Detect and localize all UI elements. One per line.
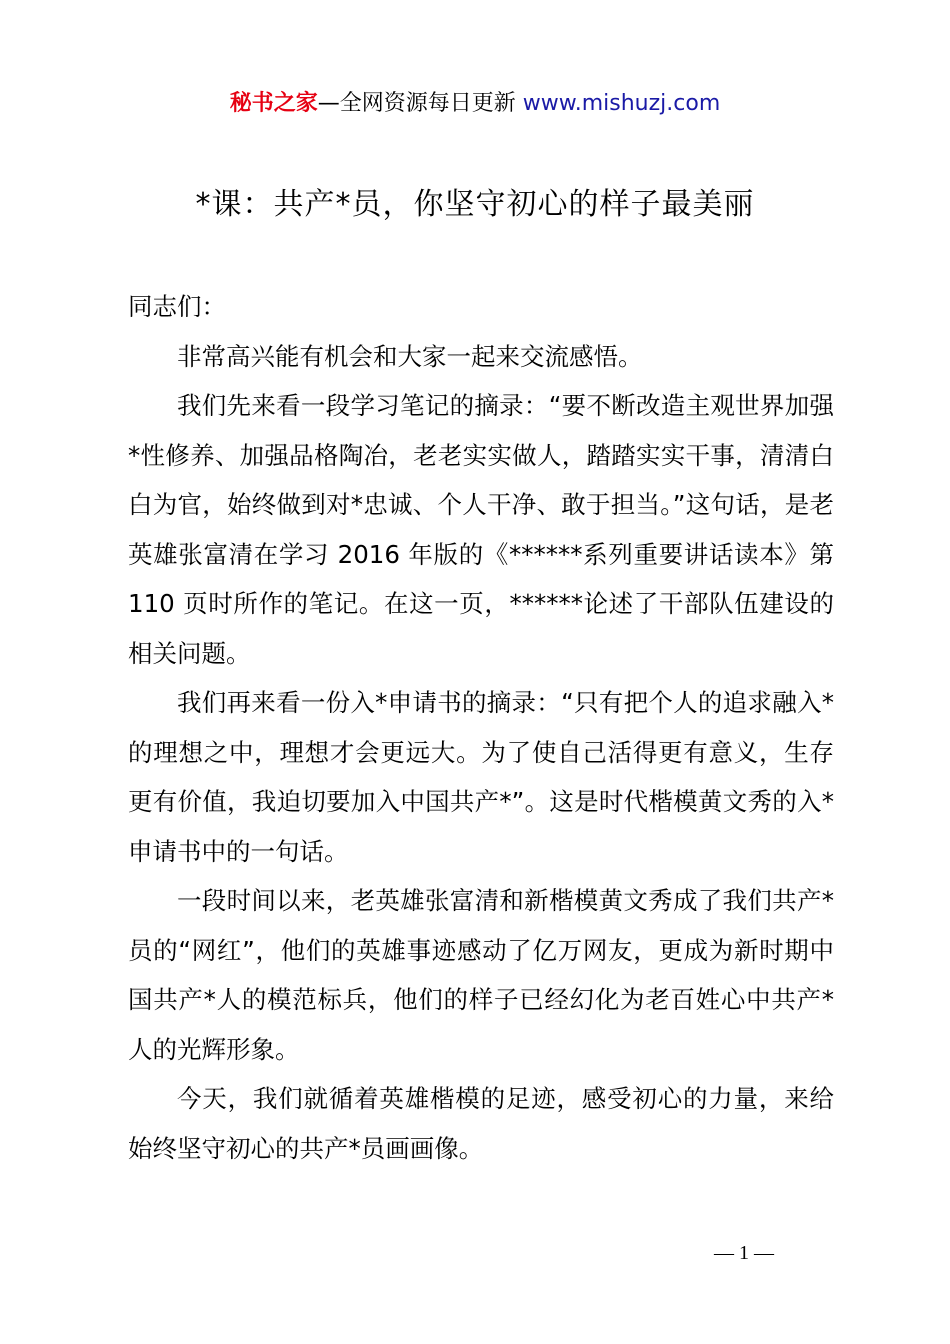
paragraph: 非常高兴能有机会和大家一起来交流感悟。 [177, 341, 643, 371]
paragraph: 我们再来看一份入*申请书的摘录：“只有把个人的追求融入*的理想之中，理想才会更远大。为了使自己活得更有意义，生存更有价值，我迫切要加入中国共产*”。这是时代楷模黄文秀的入*申请书中的一句话。 [128, 688, 834, 866]
page-number: — 1 — [714, 1242, 774, 1264]
paragraph: 我们先来看一段学习笔记的摘录：“要不断改造主观世界加强*性修养、加强品格陶冶，老老实实做人，踏踏实实干事，清清白白为官，始终做到对*忠诚、个人干净、敢于担当。”这句话，是老英雄张富清在学习 2016 年版的《******系列重要讲话读本》第 110 页时所作的笔记。在这一页，******论述了干部队伍建设的相关问题。 [128, 391, 834, 668]
header-slogan: —全网资源每日更新 [317, 91, 523, 116]
document-body [128, 282, 834, 1173]
site-header [0, 88, 950, 120]
brand-name: 秘书之家 [229, 91, 318, 116]
document-title: *课：共产*员，你坚守初心的样子最美丽 [195, 187, 755, 222]
paragraph: 一段时间以来，老英雄张富清和新楷模黄文秀成了我们共产*员的“网红”，他们的英雄事迹感动了亿万网友，更成为新时期中国共产*人的模范标兵，他们的样子已经幻化为老百姓心中共产*人的光辉形象。 [128, 886, 834, 1064]
paragraph: 今天，我们就循着英雄楷模的足迹，感受初心的力量，来给始终坚守初心的共产*员画画像。 [128, 1084, 834, 1163]
salutation: 同志们： [128, 292, 226, 321]
site-url-link[interactable]: www.mishuzj.com [522, 91, 721, 116]
